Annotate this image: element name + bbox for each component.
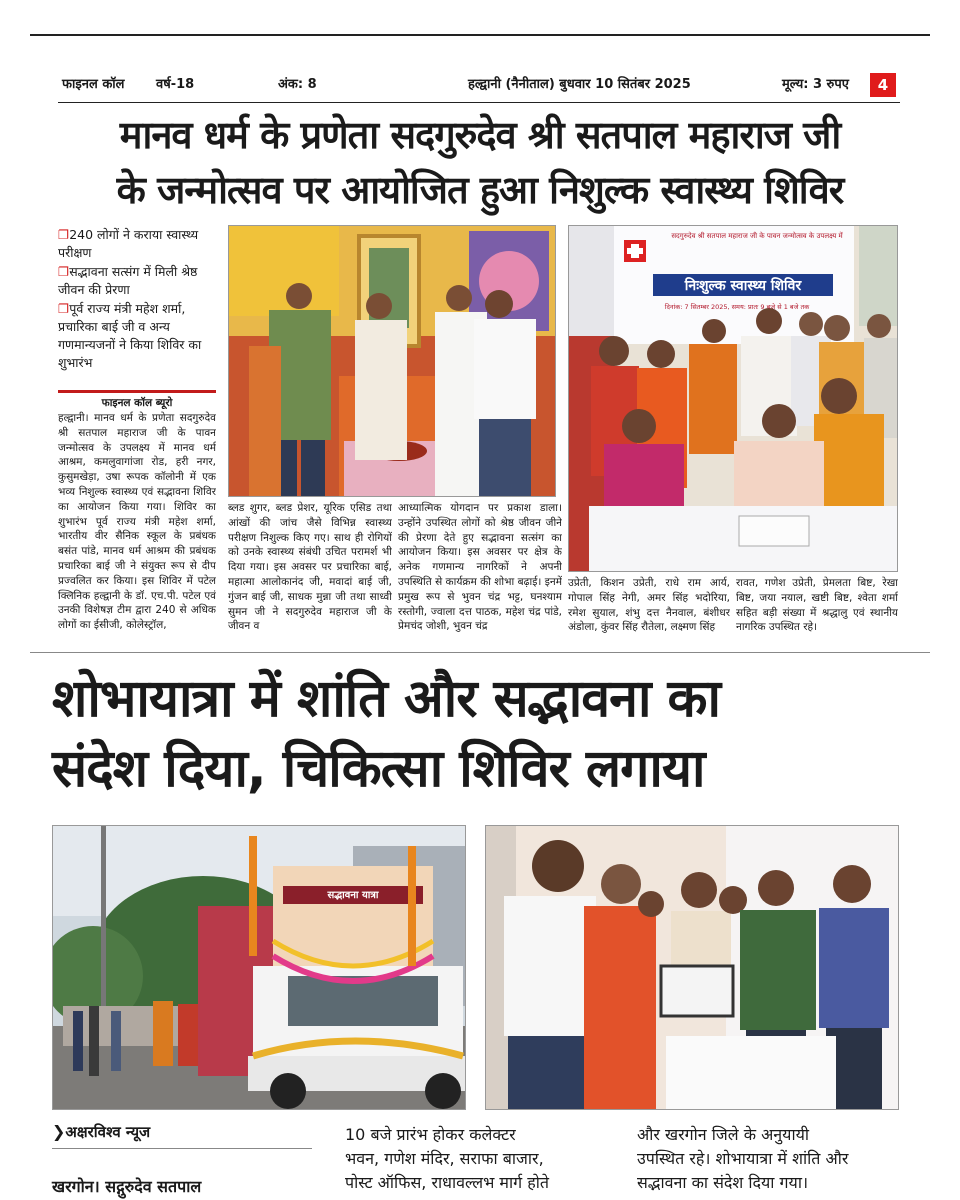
photo-inauguration (228, 225, 556, 497)
bullet-square-icon: ❐ (58, 227, 70, 242)
photo-felicitation (485, 825, 899, 1110)
byline-rule (52, 1148, 312, 1149)
year-label: वर्ष-18 (156, 77, 195, 92)
story2-column-3-line1: और खरगोन जिले के अनुयायी (637, 1125, 810, 1144)
highlight-item: ❐पूर्व राज्य मंत्री महेश शर्मा, प्रचारिका बाई जी व अन्य गणमान्यजनों ने किया शिविर का शुभारंभ (58, 301, 202, 370)
chevron-right-icon: ❯ (52, 1122, 66, 1141)
highlight-item: ❐240 लोगों ने कराया स्वास्थ्य परीक्षण (58, 227, 199, 260)
highlights-rule (58, 390, 216, 393)
banner-top-line: सदगुरुदेव श्री सतपाल महाराज जी के पावन जन्मोत्सव के उपलक्ष्य में (671, 232, 843, 240)
page-number: 4 (870, 73, 896, 97)
masthead-rule (58, 102, 900, 103)
story1-column-4: उप्रेती, किशन उप्रेती, राधे राम आर्य, गोपाल सिंह नेगी, अमर सिंह भदोरिया, रमेश सुयाल, शंभु दत्त नैनवाल, बंशीधर अंडोला, कुंवर सिंह रौतेला, लक्ष्मण सिंह (568, 577, 730, 634)
story1-column-5: रावत, गणेश उप्रेती, प्रेमलता बिष्ट, रेखा बिष्ट, जया नयाल, खष्टी बिष्ट, श्वेता शर्मा सहित बड़ी संख्या में श्रद्धालु एवं स्थानीय नागरिक उपस्थित रहे। (736, 577, 898, 634)
story1-column-2: ब्लड शुगर, ब्लड प्रेशर, यूरिक एसिड तथा आंखों की जांच जैसे विभिन्न स्वास्थ्य परीक्षण निशुल्क किए गए। साथ ही रोगियों को उनके स्वास्थ्य संबंधी उचित परामर्श भी दिया गया। इस अवसर पर प्रचारिका बाई, महात्मा आलोकानंद जी, मवादां बाई जी, गुंजन बाई जी, साधक मुन्ना जी तथा साध्वी सुमन जी ने सदगुरुदेव महाराज जी के जीवन व (228, 502, 392, 633)
photo-health-camp (568, 225, 898, 572)
story1-headline-line2: के जन्मोत्सव पर आयोजित हुआ निशुल्क स्वास्थ्य शिविर (116, 168, 844, 212)
story1-byline: फाइनल कॉल ब्यूरो (101, 397, 173, 409)
story1-column-3: आध्यात्मिक योगदान पर प्रकाश डाला। उन्होंने उपस्थित लोगों को श्रेष्ठ जीवन जीने की प्रेरणा देते हुए सद्भावना सत्संग का आयोजन किया। इस अवसर पर क्षेत्र के अनेक गणमान्य नागरिकों ने अपनी उपस्थिति से कार्यक्रम की शोभा बढ़ाई। इनमें प्रमुख रूप से भुवन चंद्र भट्ट, घनश्याम रस्तोगी, ज्वाला दत्त पाठक, महेश चंद्र पांडे, प्रेमचंद जोशी, भुवन चंद्र (398, 502, 562, 633)
story2-headline-line2: संदेश दिया, चिकित्सा शिविर लगाया (52, 739, 705, 799)
banner-title: निःशुल्क स्वास्थ्य शिविर (684, 278, 802, 294)
dateline: हल्द्वानी (नैनीताल) बुधवार 10 सितंबर 2025 (468, 77, 691, 92)
story2-column-2-line3: पोस्ट ऑफिस, राधावल्लभ मार्ग होते (345, 1173, 549, 1192)
story2-column-2-line1: 10 बजे प्रारंभ होकर कलेक्टर (345, 1125, 516, 1144)
story1-headline-line1: मानव धर्म के प्रणेता सदगुरुदेव श्री सतपाल महाराज जी (119, 113, 841, 157)
story2-column-3-line2: उपस्थित रहे। शोभायात्रा में शांति और (637, 1149, 849, 1168)
paper-name: फाइनल कॉल (62, 77, 125, 92)
truck-banner-text: सद्भावना यात्रा (327, 890, 379, 901)
bullet-square-icon: ❐ (58, 301, 70, 316)
price-label: मूल्य: 3 रुपए (782, 77, 849, 92)
highlight-item: ❐सद्भावना सत्संग में मिली श्रेष्ठ जीवन की प्रेरणा (58, 264, 198, 297)
story2-headline-line1: शोभायात्रा में शांति और सद्भावना का (52, 669, 720, 729)
story2-column-1: खरगोन। सद्गुरुदेव सतपाल (52, 1177, 202, 1196)
photo-procession (52, 825, 466, 1110)
story1-column-1: हल्द्वानी। मानव धर्म के प्रणेता सदगुरुदेव श्री सतपाल महाराज जी के पावन जन्मोत्सव के उपलक्ष्य में मानव धर्म आश्रम, कमलुवागांजा रोड, हरी नगर, कुसुमखेड़ा, उषा रूपक कॉलोनी में एक भव्य निशुल्क स्वास्थ्य एवं सद्भावना शिविर का आयोजन किया गया। शिविर का शुभारंभ पूर्व राज्य मंत्री महेश शर्मा, भारतीय वीर सैनिक स्कूल के प्रबंधक बसंत पांडे, मानव धर्म आश्रम की प्रबंधक प्रचारिका बाई जी ने संयुक्त रूप से दीप प्रज्वलित कर किया। इस शिविर में पटेल क्लिनिक हल्द्वानी के डॉ. एच.पी. पटेल एवं उनकी विशेषज्ञ टीम द्वारा 240 से अधिक लोगों का ईसीजी, कोलेस्ट्रॉल, (58, 412, 216, 632)
issue-label: अंक: 8 (278, 77, 317, 92)
top-rule (30, 34, 930, 36)
story2-byline: ❯अक्षरविश्व न्यूज (52, 1122, 151, 1141)
story1-highlights (58, 226, 218, 373)
story2-column-2-line2: भवन, गणेश मंदिर, सराफा बाजार, (345, 1149, 544, 1168)
story2-column-3-line3: सद्भावना का संदेश दिया गया। (637, 1173, 809, 1192)
banner-date: दिनांक: 7 सितम्बर 2025, समय: प्रातः 9 बजे से 1 बजे तक (664, 303, 810, 311)
story-divider (30, 652, 930, 653)
bullet-square-icon: ❐ (58, 264, 70, 279)
